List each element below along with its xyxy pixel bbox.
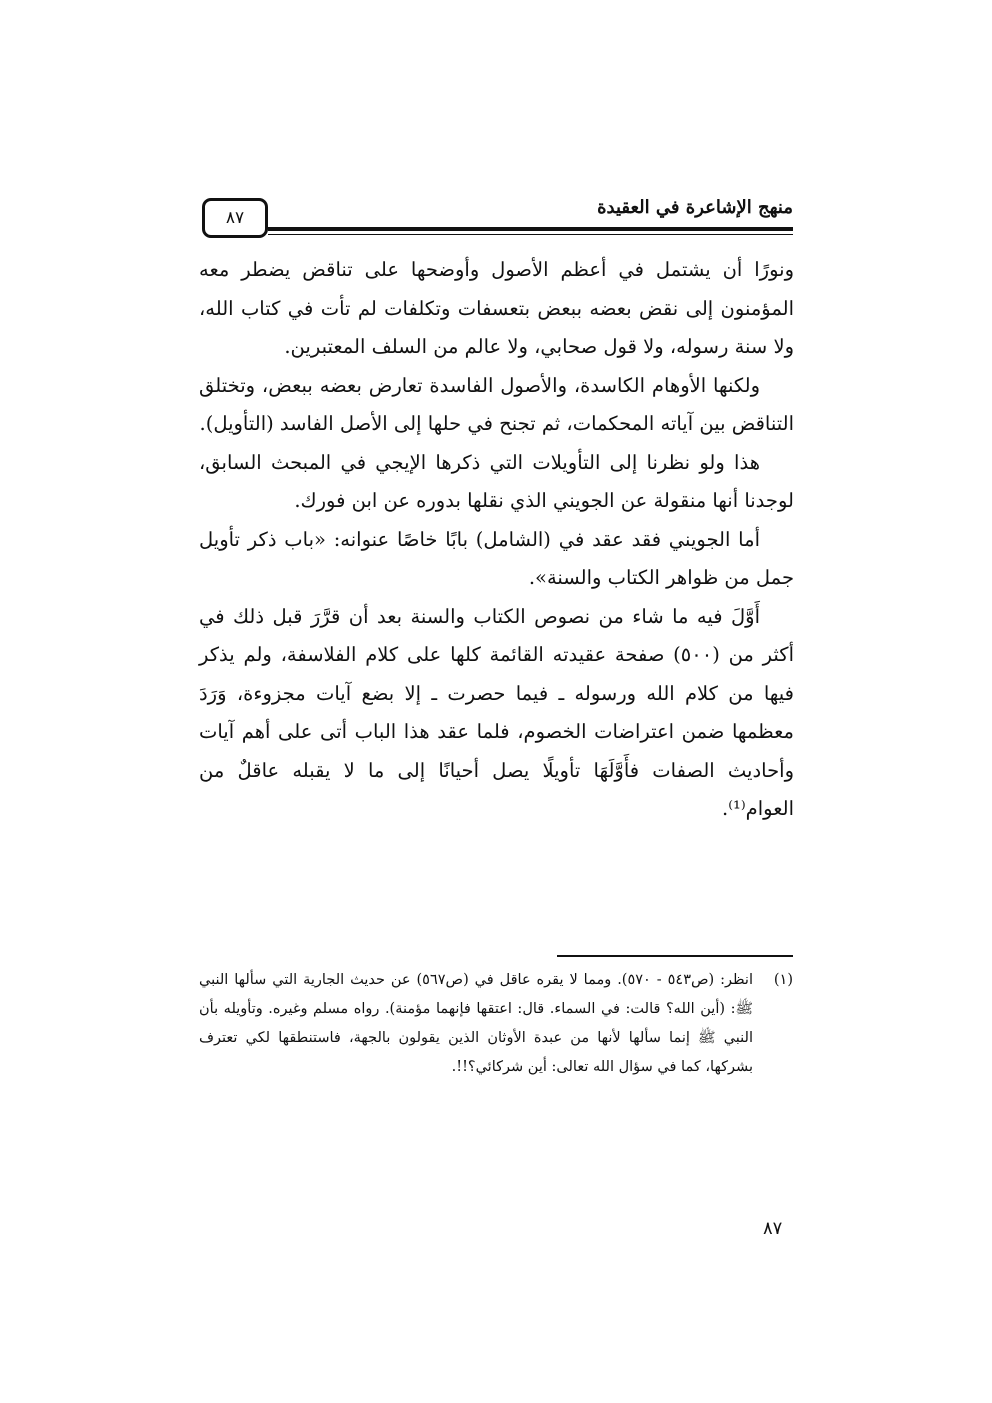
footnote-separator [557, 955, 793, 957]
header-page-number: ٨٧ [202, 198, 268, 238]
paragraph-3: هذا ولو نظرنا إلى التأويلات التي ذكرها الإيجي في المبحث السابق، لوجدنا أنها منقولة عن الجويني الذي نقلها بدوره عن ابن فورك. [199, 450, 794, 512]
main-text [199, 251, 794, 829]
footnote [199, 966, 793, 1082]
paragraph-2: ولكنها الأوهام الكاسدة، والأصول الفاسدة تعارض بعضه ببعض، وتختلق التناقض بين آياته المحكمات، ثم تجنح في حلها إلى الأصل الفاسد (التأويل). [199, 373, 794, 435]
footer-page-number: ٨٧ [763, 1218, 783, 1239]
page-header [202, 193, 793, 243]
footnote-number: (١) [773, 972, 793, 988]
header-rule-thin [268, 234, 793, 235]
footnote-text: انظر: (ص٥٤٣ - ٥٧٠). ومما لا يقره عاقل في (ص٥٦٧) عن حديث الجارية التي سألها النبي ﷺ: (أين الله؟ قالت: في السماء. قال: اعتقها فإنهما مؤمنة). رواه مسلم وغيره. وتأويله بأن النبي ﷺ إنما سألها لأنها من عبدة الأوثان الذين يقولون بالجهة، فاستنطقها لكي تعترف بشركها، كما في سؤال الله تعالى: أين شركائي؟!!. [199, 972, 753, 1075]
header-rule [268, 227, 793, 231]
book-title: منهج الإشاعرة في العقيدة [597, 197, 793, 218]
paragraph-4: أما الجويني فقد عقد في (الشامل) بابًا خاصًا عنوانه: «باب ذكر تأويل جمل من ظواهر الكتاب والسنة». [199, 527, 794, 589]
paragraph-5: أَوَّلَ فيه ما شاء من نصوص الكتاب والسنة بعد أن قرَّرَ قبل ذلك في أكثر من (٥٠٠) صفحة عقيدته القائمة كلها على كلام الفلاسفة، ولم يذكر فيها من كلام الله ورسوله ـ فيما حصرت ـ إلا بضع آيات مجزوءة، وَرَدَ معظمها ضمن اعتراضات الخصوم، فلما عقد هذا الباب أتى على أهم آيات وأحاديث الصفات فأَوَّلَهَا تأويلًا يصل أحيانًا إلى ما لا يقبله عاقلٌ من العوام⁽¹⁾. [199, 604, 794, 820]
paragraph-1: ونورًا أن يشتمل في أعظم الأصول وأوضحها على تناقض يضطر معه المؤمنون إلى نقض بعضه ببعض بتعسفات وتكلفات لم تأت في كتاب الله، ولا سنة رسوله، ولا قول صحابي، ولا عالم من السلف المعتبرين. [199, 258, 794, 358]
